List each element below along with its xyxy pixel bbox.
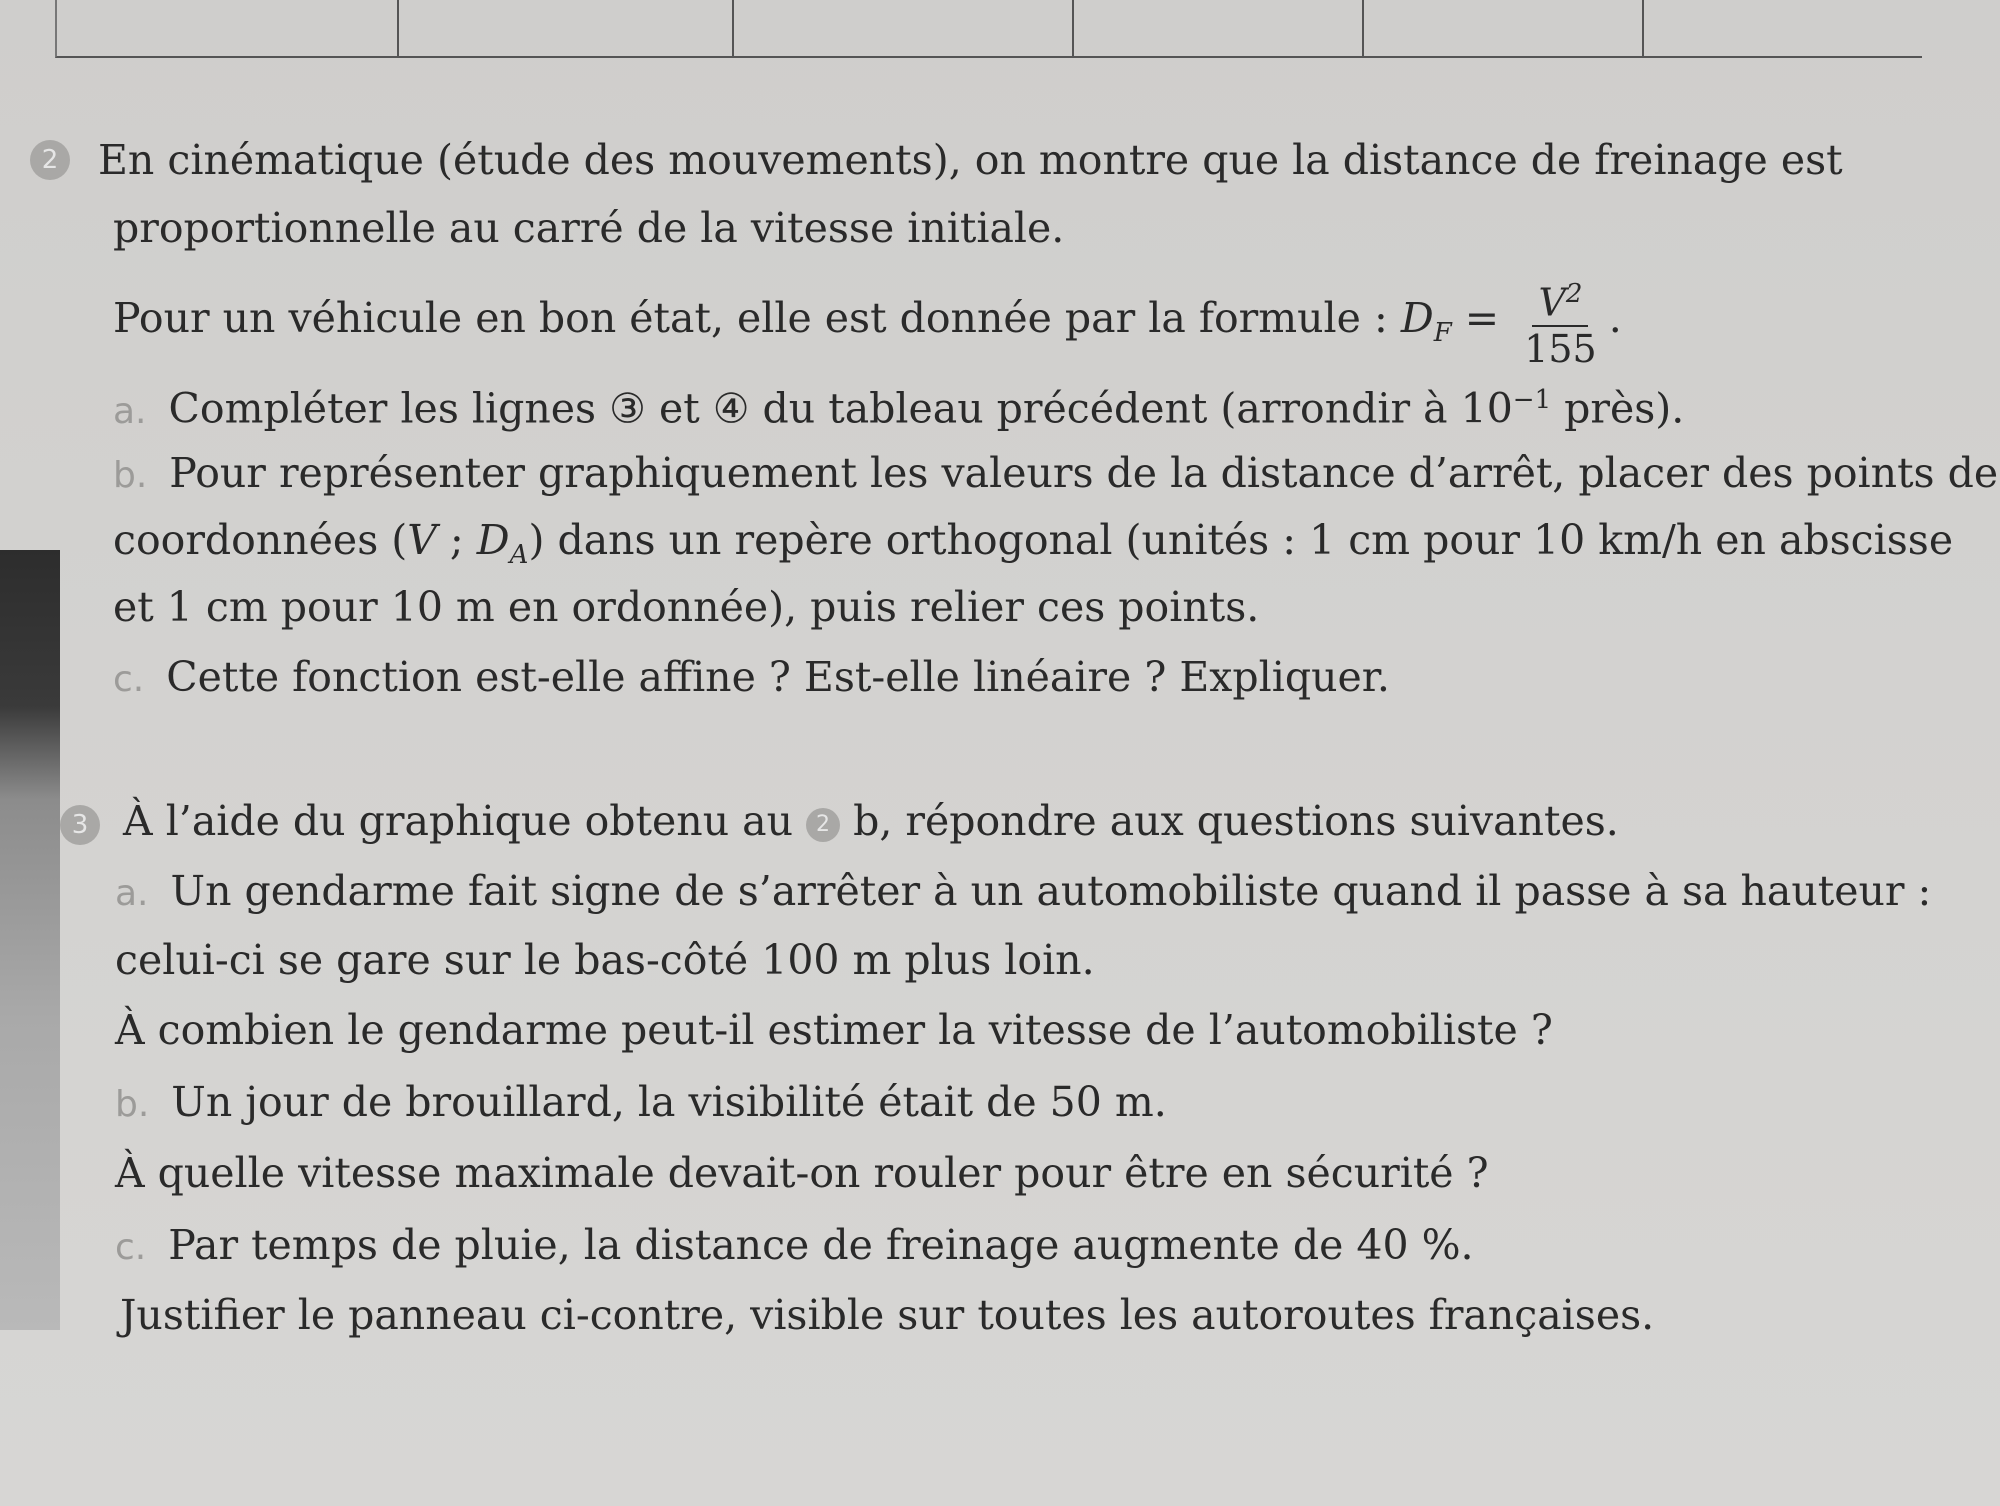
formula-fraction: $\frac{V^2}{155}$ — [1518, 272, 1603, 371]
exercise-reference-badge: 2 — [806, 808, 840, 842]
exercise-3-question-c-line-1: c. Par temps de pluie, la distance de freinage augmente de 40 %. — [115, 1221, 1474, 1269]
formula: $D_F$ = $\frac{V^2}{155}$ . — [1401, 294, 1622, 342]
exercise-2-question-b-line-2: coordonnées (V ; $D_A$) dans un repère orthogonal (unités : 1 cm pour 10 km/h en abscisse — [113, 516, 1954, 571]
exercise-3-question-a-line-2: celui-ci se gare sur le bas-côté 100 m plus loin. — [115, 936, 1095, 984]
exercise-2-question-b-line-3: et 1 cm pour 10 m en ordonnée), puis relier ces points. — [113, 583, 1260, 631]
exercise-3-intro: 3 À l’aide du graphique obtenu au 2 b, répondre aux questions suivantes. — [60, 796, 1619, 846]
exercise-3-question-a-line-1: a. Un gendarme fait signe de s’arrêter à un automobiliste quand il passe à sa hauteur : — [115, 867, 1932, 915]
circled-number-3: ③ — [609, 384, 646, 433]
exercise-number-badge: 3 — [60, 805, 100, 845]
formula-line: Pour un véhicule en bon état, elle est donnée par la formule : $D_F$ = $\frac{V^2}{155}$ . — [113, 272, 1622, 378]
exercise-2-question-a: a. Compléter les lignes ③ et ④ du tableau précédent (arrondir à $10^{-1}$ près). — [113, 384, 1685, 433]
table-column-divider — [1362, 0, 1364, 56]
exercise-3-question-a-line-3: À combien le gendarme peut-il estimer la vitesse de l’automobiliste ? — [115, 1006, 1553, 1054]
table-column-divider — [397, 0, 399, 56]
table-column-divider — [1642, 0, 1644, 56]
exercise-2-question-b-line-1: b. Pour représenter graphiquement les valeurs de la distance d’arrêt, placer des points de — [113, 449, 1999, 497]
exercise-3-question-b-line-1: b. Un jour de brouillard, la visibilité était de 50 m. — [115, 1078, 1167, 1126]
exercise-number-badge: 2 — [30, 140, 70, 180]
table-remnant — [55, 0, 1922, 58]
exercise-3-question-b-line-2: À quelle vitesse maximale devait-on rouler pour être en sécurité ? — [115, 1149, 1489, 1197]
exercise-2-intro-line-1: 2 En cinématique (étude des mouvements), on montre que la distance de freinage est — [30, 135, 1925, 185]
table-column-divider — [732, 0, 734, 56]
circled-number-4: ④ — [712, 384, 750, 433]
photo-edge — [0, 550, 60, 1330]
exercise-2-question-c: c. Cette fonction est-elle affine ? Est-elle linéaire ? Expliquer. — [113, 653, 1390, 701]
exercise-2-intro-line-2: proportionnelle au carré de la vitesse initiale. — [113, 204, 1065, 252]
exercise-3-question-c-line-2: Justifier le panneau ci-contre, visible sur toutes les autoroutes françaises. — [120, 1291, 1655, 1339]
table-column-divider — [1072, 0, 1074, 56]
